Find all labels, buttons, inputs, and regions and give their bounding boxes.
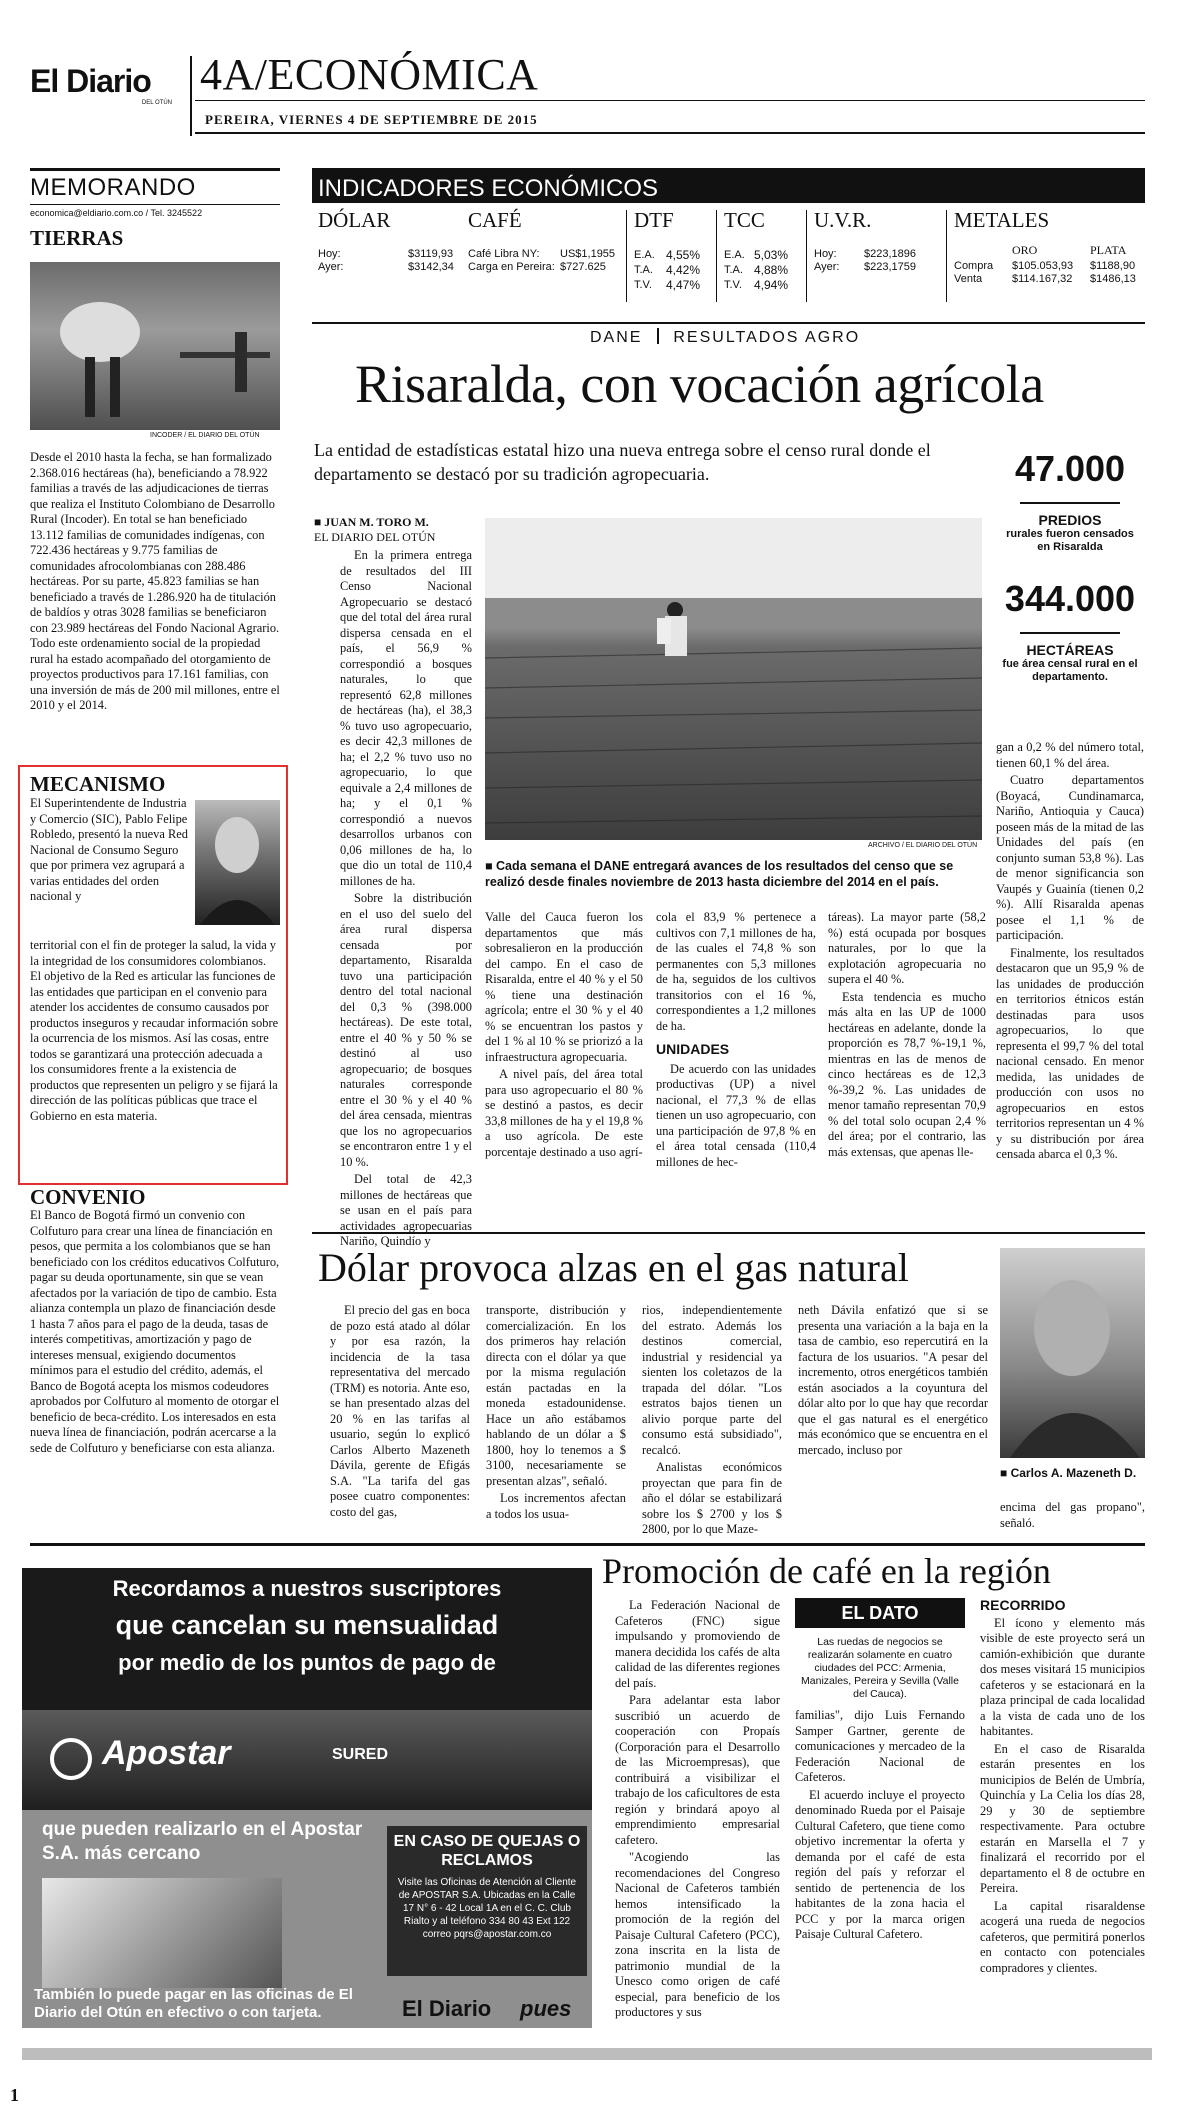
memorando-top-rule: [30, 168, 280, 171]
mazeneth-photo: [1000, 1248, 1145, 1458]
memorando-contact: economica@eldiario.com.co / Tel. 3245522: [30, 208, 203, 218]
queja-box: [387, 1826, 587, 1976]
metales-oro-head: ORO: [1012, 243, 1038, 257]
metales-plata-values: $1188,90 $1486,13: [1090, 260, 1136, 285]
dato-title: EL DATO: [795, 1598, 965, 1628]
agro-col4-p2: Esta tendencia es mucho más alta en las UP de 1000 hectáreas en adelante, donde la proporción es 78,7 %-19,1 %, mientras en las de menos de cinco hectáreas es de 12,3 %-39,2 %. Las unidades de menor tamaño representan 70,9 % del total solo ocupan 2,4 % del área; por el contrario, las más extensas, que apenas lle-: [828, 989, 986, 1159]
mecanismo-text-narrow: El Superintendente de Industria y Comercio (SIC), Pablo Felipe Robledo, presentó la nueva Red Nacional de Consumo Seguro que por primera vez agrupará a varias entidades del orden nacional y: [30, 796, 188, 903]
agro-col5-p1: gan a 0,2 % del número total, tienen 60,1 % del área.: [996, 740, 1144, 770]
cafe-col1: [615, 1598, 780, 2021]
stat-predios-num: 47.000: [1014, 448, 1126, 489]
apostar-brand: Apostar: [102, 1734, 231, 1772]
uvr-head: U.V.R.: [814, 208, 872, 232]
agro-col1: [340, 548, 472, 1250]
agro-col1-p3: Del total de 42,3 millones de hectáreas que se usan en el país para actividades agropecuarias Nariño, Quindío y: [340, 1172, 472, 1248]
mecanismo-text-wide: territorial con el fin de proteger la salud, la vida y la integridad de los consumidores colombianos. El objetivo de la Red es articular las funciones de las entidades que participan en el convenio para atender los accidentes de consumo causados por productos inseguros y recaudar información sobre la ocurrencia de los mismos. Así las cosas, entre todos se garantizará una protección adecuada a los consumidores frente a la existencia de productos que representen un peligro y se fijará la dirección de las políticas públicas que trace el Gobierno en esta materia.: [30, 938, 279, 1123]
apostar-circle-icon: [50, 1738, 92, 1780]
ad-footer: También lo puede pagar en las oficinas de El Diario del Otún en efectivo o con tarjeta.: [34, 1986, 353, 2021]
portrait-illustration: [1000, 1248, 1145, 1458]
footer-rule: [22, 2048, 1152, 2060]
dolar-labels: Hoy: Ayer:: [318, 248, 344, 273]
cafe-headline: Promoción de café en la región: [602, 1551, 1051, 1591]
queja-text: Visite las Oficinas de Atención al Cliente de APOSTAR S.A. Ubicadas en la Calle 17 N° 6 - 42 Local 1A en el C. C. Club Rialto y al teléfono 334 80 43 Ext 122 correo pqrs@apostar.com.co: [397, 1877, 577, 1940]
agro-col5-p3: Finalmente, los resultados destacaron que un 95,9 % de las unidades de producción en territorios étnicos están destinadas para usos agropecuarios, lo que representa el 99,7 % del total nacional censado. En menor medida, las unidades de producción con usos no agropecuarios en estos territorios representan un 4 % y su distribución por área censada abarca el 0,3 %.: [996, 945, 1144, 1161]
dolar-values: $3119,93 $3142,34: [408, 248, 454, 273]
queja-title: EN CASO DE QUEJAS O RECLAMOS: [393, 1833, 581, 1869]
dtf-values: 4,55% 4,42% 4,47%: [666, 248, 701, 292]
gas-col3-p1: rios, independientemente del estrato. Además los destinos comercial, industrial y residencial ya sienten los coletazos de la trapada del dólar. "Los estratos bajos tienen un alivio porque parte del consumo está subsidiado", recalcó.: [642, 1303, 782, 1457]
ad-line2: que cancelan su mensualidad: [115, 1610, 499, 1640]
cafe-subhead: RECORRIDO: [980, 1597, 1066, 1613]
agro-col1-p1: En la primera entrega de resultados del III Censo Nacional Agropecuario se destacó que del total del área rural dispersa censada en el país, el 56,9 % correspondió a bosques naturales, lo que representó 62,8 millones de hectáreas (ha), el 38,3 % tuvo uso agropecuario, es decir 42,3 millones de ha; el 2,2 % tuvo uso no agropecuario, lo que equivale a 2,4 millones de ha; y el 0,1 % correspondió a nuevos desarrollos urbanos con 0,06 millones de ha, lo que dio un total de 110,4 millones de ha.: [340, 548, 472, 888]
agro-col2-p2: A nivel país, del área total para uso agropecuario el 80 % se destinó a pastos, es decir 33,8 millones de ha y el 19,8 % a uso agrícola. De este porcentaje destinado a uso agrí-: [485, 1067, 643, 1159]
agro-col3-p2: De acuerdo con las unidades productivas (UP) a nivel nacional, el 77,3 % de ellas tienen un uso agropecuario, con una participación de 97,8 % en el área total censada (110,4 millones de hec-: [656, 1061, 816, 1169]
metales-head: METALES: [954, 208, 1050, 232]
page-number: 1: [10, 2085, 19, 2105]
byline-square-icon: ■: [314, 515, 325, 529]
dato-text: Las ruedas de negocios se realizarán solamente en cuatro ciudades del PCC: Armenia, Manizales, Pereira y Sevilla (Valle del Cauca).: [801, 1636, 959, 1700]
agro-kicker-b: RESULTADOS AGRO: [673, 329, 861, 346]
agro-col3: [656, 910, 816, 1170]
cafe-col1-p2: Para adelantar esta labor suscribió un acuerdo de cooperación con Propaís (Corporación para el Desarrollo de las Microempresas), que contribuirá a visibilizar el trabajo de los caficultores de esta región y brindará apoyo al emprendimiento empresarial cafetero.: [615, 1693, 780, 1847]
uvr-values: $223,1896 $223,1759: [864, 248, 916, 273]
apostar-banner: [22, 1710, 592, 1810]
ind-sep-2: [716, 210, 717, 302]
agro-caption: [485, 858, 985, 890]
indicadores-bottom-rule: [312, 322, 1145, 324]
agro-col5-p2: Cuatro departamentos (Boyacá, Cundinamarca, Nariño, Antioquia y Cauca) poseen más de la mitad de las Unidades del país (en conjunto suman 53,8 %). Las de menor significancia son Vaupés y Guainía (tienen 0,2 %). Allí Risaralda apenas posee el 1,1 % de participación.: [996, 773, 1144, 942]
gas-col2: [486, 1303, 626, 1522]
agro-kicker: [590, 328, 860, 347]
masthead-logo: [30, 64, 180, 110]
el-dato-box: [795, 1598, 965, 1700]
gas-caption-text: Carlos A. Mazeneth D.: [1010, 1466, 1137, 1480]
tierras-photo: [30, 262, 280, 430]
gas-col1: [330, 1303, 470, 1520]
indicadores-title: INDICADORES ECONÓMICOS: [318, 175, 659, 202]
memorando-title: MEMORANDO: [30, 174, 196, 201]
indicadores-header: [312, 168, 1145, 203]
masthead-bottom-rule: [195, 132, 1145, 134]
sured-brand: SURED: [332, 1746, 389, 1763]
cafe-values: US$1,1955 $727.625: [560, 248, 616, 273]
agro-col3-subhead: UNIDADES: [656, 1041, 730, 1057]
mecanismo-title: MECANISMO: [30, 772, 166, 796]
stat-hectareas-label: HECTÁREAS: [1026, 642, 1114, 658]
cafe-labels: Café Libra NY: Carga en Pereira:: [468, 248, 555, 273]
masthead-divider: [190, 56, 192, 136]
memorando-rule: [30, 204, 280, 205]
cafe-col2-p2: El acuerdo incluye el proyecto denominado Rueda por el Paisaje Cultural Cafetero, que tiene como objetivo incrementar la oferta y demanda por el café de esta región del país y reforzar el sentido de pertenencia de los habitantes de la zona hacia el PCC y por la marca origen Paisaje Cultural Cafetero.: [795, 1787, 965, 1941]
agro-photo: [485, 518, 982, 840]
ind-sep-4: [946, 210, 947, 302]
cafe-col1-p1: La Federación Nacional de Cafeteros (FNC) sigue impulsando y promoviendo de manera decidida los cafés de alta calidad de las diferentes regiones del país.: [615, 1598, 780, 1690]
ad-line3: por medio de los puntos de pago de: [118, 1650, 496, 1675]
gas-col2-p1: transporte, distribución y comercialización. En los dos primeros hay relación directa con el dólar ya que por la misma regulación están pactadas en la moneda estadounidense. Hace un año estábamos hablando de un dólar a $ 1800, hoy lo tenemos a $ 3100, necesariamente se presentan alzas", señaló.: [486, 1303, 626, 1488]
cafe-col1-p3: "Acogiendo las recomendaciones del Congreso Nacional de Cafeteros también hemos intensificado la promoción de la región del Paisaje Cultural Cafetero (PCC), zona inscrita en la lista de patrimonio mundial de la Unesco como origen de café especial, para beneficio de los productores y sus: [615, 1850, 780, 2019]
kicker-separator: [657, 328, 659, 344]
cafe-head: CAFÉ: [468, 208, 522, 232]
ad-line1: Recordamos a nuestros suscriptores: [112, 1576, 502, 1601]
byline-org: EL DIARIO DEL OTÚN: [314, 530, 436, 544]
agro-col2-p1: Valle del Cauca fueron los departamentos que más sobresalieron en la producción del campo. En el caso de Risaralda, entre el 40 % y el 50 % tiene una destinación agrícola; entre el 30 % y el 40 % se encuentran los pastos y del 1 % al 10 % se priorizó a la infraestructura agropecuaria.: [485, 910, 643, 1064]
tcc-values: 5,03% 4,88% 4,94%: [754, 248, 789, 292]
cafe-col3: [980, 1598, 1145, 1976]
gas-headline: Dólar provoca alzas en el gas natural: [318, 1245, 909, 1290]
gas-col2-p2: Los incrementos afectan a todos los usua-: [486, 1491, 626, 1521]
convenio-text: El Banco de Bogotá firmó un convenio con Colfuturo para crear una línea de financiación en pesos, que permita a los colombianos que se han beneficiado con los créditos educativos Colfuturo, pagar su deuda oportunamente, sin que se vean afectados por la variación de tipo de cambio. Esta alianza contempla un plazo de financiación desde 1 hasta 7 años para el pago de la deuda, tasas de interés competitivas, amortización y pago de intereses mensual, exigiendo documentos mínimos para el estudio del crédito, además, el Banco de Bogotá acepta los mismos codeudores aprobados por Colfuturo al momento de otorgar el beneficio de beca-crédito. Los interesados en esta nueva línea de financiación, podrán acercarse a la sede de Colfuturo y beneficiarse con esta alianza.: [30, 1208, 280, 1455]
cafe-col2-p1: familias", dijo Luis Fernando Samper Gartner, gerente de comunicaciones y mercadeo de la Federación Nacional de Cafeteros.: [795, 1708, 965, 1784]
tierras-title: TIERRAS: [30, 226, 124, 250]
metales-plata-head: PLATA: [1090, 243, 1127, 257]
horse-plow-illustration: [30, 262, 280, 430]
gas-col3-p2: Analistas económicos proyectan que para fin de año el dólar se estabilizará sobre los $ 2700 y los $ 2800, por lo que Maze-: [642, 1460, 782, 1536]
portrait-illustration: [195, 800, 280, 925]
agro-col3-p1: cola el 83,9 % pertenece a cultivos con 7,1 millones de ha, de las cuales el 74,8 % son permanentes con 5,3 millones de ha, seguidos de los cultivos transitorios con el 16 %, correspondientes a 1,2 millones de ha.: [656, 910, 816, 1033]
stat-rule-1: [1020, 502, 1120, 504]
tcc-labels: E.A. T.A. T.V.: [724, 249, 745, 291]
agro-byline: [314, 515, 435, 545]
gas-caption: [1000, 1466, 1136, 1480]
agro-col4: [828, 910, 986, 1160]
stat-predios-label: PREDIOS: [1038, 512, 1102, 528]
ad-line4: que pueden realizarlo en el Apostar S.A. más cercano: [42, 1819, 363, 1864]
ind-sep-3: [806, 210, 807, 302]
tierras-text: Desde el 2010 hasta la fecha, se han formalizado 2.368.016 hectáreas (ha), beneficiando a 78.922 familias a través de las adjudicaciones de tierras que realiza el Instituto Colombiano de Desarrollo Rural (Incoder). En total se han beneficiado 13.112 familias de comunidades indígenas, con 722.436 hectáreas y 9.775 familias de comunidades afrocolombianas con 288.486 hectáreas. Por su parte, 45.823 familias se han beneficiado a través de 1.286.920 ha de titulación de baldíos y otras 3028 familias se beneficiaron con 23.989 hectáreas del Fondo Nacional Agrario. Todo este ordenamiento social de la propiedad rural ha estado acompañado del otorgamiento de proyectos productivos para 17.161 familias, con una inversión de más de 200 mil millones, entre el 2010 y el 2014.: [30, 450, 280, 712]
agro-headline: Risaralda, con vocación agrícola: [355, 354, 1044, 414]
convenio-title: CONVENIO: [30, 1185, 146, 1209]
dtf-head: DTF: [634, 208, 674, 232]
metales-labels: Compra Venta: [954, 260, 994, 285]
agro-deck: La entidad de estadísticas estatal hizo una nueva entrega sobre el censo rural donde el departamento se destacó por su tradición agropecuaria.: [314, 440, 931, 484]
tcc-head: TCC: [724, 208, 765, 232]
agro-caption-text: Cada semana el DANE entregará avances de los resultados del censo que se realizó desde finales noviembre de 2013 hasta diciembre del 2014 en el país.: [485, 859, 954, 889]
cafe-col3-p3: La capital risaraldense acogerá una rueda de negocios cafeteros, que permitirá ponerlos en contacto con potenciales compradores y clientes.: [980, 1898, 1145, 1975]
masthead-rule: [195, 100, 1145, 101]
ad-logo-pues: pues: [520, 1996, 572, 2021]
caption-square-icon: ■: [1000, 1466, 1011, 1480]
cafe-col3-p1: El ícono y elemento más visible de este proyecto será un camión-exhibición que durante dos meses visitará 15 municipios cafeteros y se estacionará en la plaza principal de cada localidad a la vista de cada uno de los habitantes.: [980, 1615, 1145, 1738]
ind-sep-1: [626, 210, 627, 302]
pineapple-field-illustration: [485, 518, 982, 840]
gas-col1-text: El precio del gas en boca de pozo está atado al dólar y por esa razón, la incidencia de la tasa representativa del mercado (TRM) es notoria. Ante eso, se han presentado alzas del 20 % en las tarifas al usuario, según lo explicó Carlos Alberto Mazeneth Dávila, gerente de Efigás S.A. "La tarifa del gas posee cuatro componentes: costo del gas,: [330, 1303, 470, 1519]
dolar-head: DÓLAR: [318, 208, 391, 232]
tierras-credit: INCODER / EL DIARIO DEL OTÚN: [150, 432, 260, 439]
byline-name: JUAN M. TORO M.: [324, 515, 429, 529]
agro-kicker-a: DANE: [590, 329, 643, 346]
agro-col4-p1: táreas). La mayor parte (58,2 %) está ocupada por bosques naturales, por lo que la explotación agropecuaria no supera el 40 %.: [828, 910, 986, 986]
stat-hectareas-desc: fue área censal rural en el departamento.: [1002, 658, 1138, 683]
stat-predios-desc: rurales fueron censados en Risaralda: [1006, 528, 1134, 553]
logo-text: El Diario: [30, 63, 151, 99]
gas-col3: [642, 1303, 782, 1538]
stat-rule-2: [1020, 632, 1120, 634]
stat-hectareas-num: 344.000: [1004, 578, 1136, 619]
agro-photo-credit: ARCHIVO / EL DIARIO DEL OTÚN: [868, 842, 978, 849]
logo-sub: DEL OTÚN: [141, 100, 172, 106]
agro-gas-rule: [312, 1232, 1145, 1234]
metales-oro-values: $105.053,93 $114.167,32: [1012, 260, 1074, 285]
dtf-labels: E.A. T.A. T.V.: [634, 249, 655, 291]
section-title: 4A/ECONÓMICA: [200, 50, 539, 99]
superintendente-photo: [195, 800, 280, 925]
gas-col4-text: neth Dávila enfatizó que si se presenta una variación a la baja en la tasa de cambio, eso repercutirá en la factura de los usuarios. "A pesar del incremento, otros energéticos también están asociados a la coyuntura del dólar alto por lo que hay que recordar que el gas natural es el energético más económico que se encuentra en el mercado, incluso por: [798, 1303, 988, 1457]
gas-col4: [798, 1303, 988, 1458]
gas-col5-text: encima del gas propano", señaló.: [1000, 1500, 1145, 1530]
agro-col1-p2: Sobre la distribución en el uso del suelo del área rural dispersa censada por departamento, Risaralda tuvo una participación dentro del total nacional del 0,3 % (398.000 hectáreas). De este total, entre el 40 % y 50 % se destinó al uso agropecuario; de bosques naturales corresponde entre el 30 % y el 40 % del área censada, mientras que los no agropecuarios se encontraron entre 1 y el 10 %.: [340, 891, 472, 1169]
cafe-col2: [795, 1708, 965, 1943]
caption-square-icon: ■: [485, 859, 497, 873]
stat-predios: [1000, 448, 1140, 554]
stat-hectareas: [1000, 578, 1140, 684]
agro-col5: [996, 740, 1144, 1163]
gas-col5: [1000, 1500, 1145, 1531]
agro-col2: [485, 910, 643, 1160]
newspaper-stack: [42, 1878, 282, 1988]
uvr-labels: Hoy: Ayer:: [814, 248, 840, 273]
dateline: PEREIRA, VIERNES 4 DE SEPTIEMBRE DE 2015: [205, 112, 538, 127]
ad-logo-diario: El Diario: [402, 1996, 492, 2021]
bottom-section-rule: [30, 1543, 1145, 1546]
apostar-ad: [22, 1568, 592, 2028]
cafe-col3-p2: En el caso de Risaralda estarán presentes en los municipios de Belén de Umbría, Quinchía y La Celia los días 28, 29 y 30 de septiembre respectivamente. Para octubre estarán en Marsella el 7 y finalizará el recorrido por el departamento el 8 de octubre en Pereira.: [980, 1741, 1145, 1895]
